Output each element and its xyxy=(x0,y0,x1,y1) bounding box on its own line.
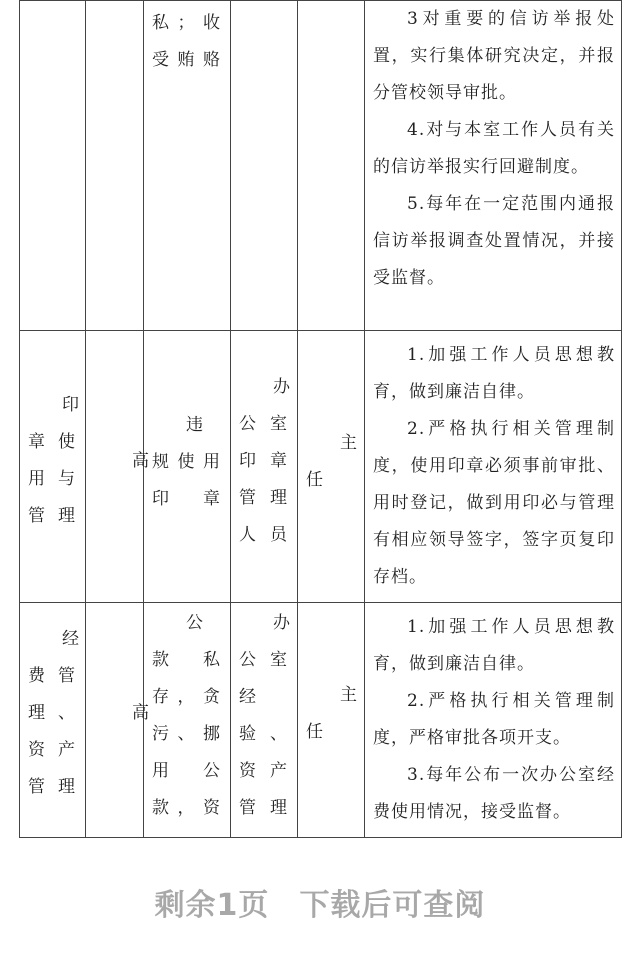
measures-cell xyxy=(365,1,622,331)
measure-item: 5.每年在一定范围内通报信访举报调查处置情况，并接受监督。 xyxy=(373,194,615,288)
measures-cell xyxy=(365,603,622,838)
remaining-pages-label: 剩余1页 xyxy=(154,888,270,923)
responsible-cell xyxy=(298,1,365,331)
responsible-cell: 主任 xyxy=(298,331,365,603)
risk-point-cell: 公款私存，贪污、挪用公款，资 xyxy=(144,603,231,838)
post-cell: 经费管理、资产管理 xyxy=(20,603,86,838)
post-cell: 印章使用与管理 xyxy=(20,331,86,603)
responsible-cell: 主任 xyxy=(298,603,365,838)
position-cell: 办公室经验、资产管理 xyxy=(231,603,298,838)
risk-level-cell xyxy=(86,1,144,331)
measure-item: 3对重要的信访举报处置，实行集体研究决定，并报分管校领导审批。 xyxy=(373,9,615,103)
risk-table xyxy=(19,0,622,838)
risk-level-cell: 高 xyxy=(86,331,144,603)
measure-item: 2.严格执行相关管理制度，严格审批各项开支。 xyxy=(373,691,615,748)
measure-item: 1.加强工作人员思想教育，做到廉洁自律。 xyxy=(373,617,615,674)
position-cell xyxy=(231,1,298,331)
risk-level-cell: 高 xyxy=(86,603,144,838)
table-row xyxy=(20,603,622,838)
download-banner[interactable] xyxy=(0,880,640,924)
risk-point-cell: 私；收受贿赂 xyxy=(144,1,231,331)
risk-point-cell: 违规使用印章 xyxy=(144,331,231,603)
post-cell xyxy=(20,1,86,331)
measure-item: 3.每年公布一次办公室经费使用情况，接受监督。 xyxy=(373,765,615,822)
measures-cell xyxy=(365,331,622,603)
table-row xyxy=(20,1,622,331)
measure-item: 4.对与本室工作人员有关的信访举报实行回避制度。 xyxy=(373,120,615,177)
table-row xyxy=(20,331,622,603)
measure-item: 2.严格执行相关管理制度，使用印章必须事前审批、用时登记，做到用印必与管理有相应领导签字，签字页复印存档。 xyxy=(373,419,615,587)
download-hint-label: 下载后可查阅 xyxy=(299,888,486,923)
measure-item: 1.加强工作人员思想教育，做到廉洁自律。 xyxy=(373,345,615,402)
position-cell: 办公室印章管理人员 xyxy=(231,331,298,603)
